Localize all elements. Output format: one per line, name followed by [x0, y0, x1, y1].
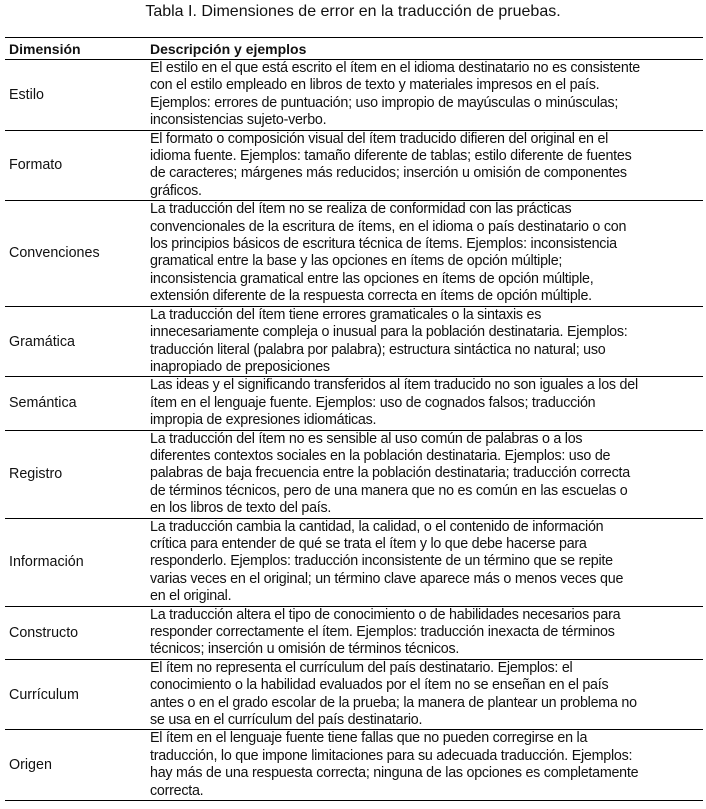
description-line: traducción literal (palabra por palabra); estructura sintáctica no natural; uso [150, 341, 606, 358]
description-cell [150, 518, 703, 606]
description-cell [150, 201, 703, 306]
table-row [5, 518, 703, 606]
dimension-cell: Información [9, 554, 84, 571]
description-line: responderlo. Ejemplos: traducción inconsistente de un término que se repite [150, 553, 613, 570]
description-line: La traducción del ítem tiene errores gramaticales o la sintaxis es [150, 306, 542, 323]
description-line: extensión diferente de la respuesta correcta en ítems de opción múltiple. [150, 288, 592, 305]
description-cell [150, 659, 703, 730]
table-header-row [5, 38, 703, 60]
table-row [5, 377, 703, 430]
table-row [5, 306, 703, 377]
dimension-cell: Currículum [9, 686, 79, 703]
description-cell [150, 377, 703, 430]
description-cell [150, 606, 703, 659]
description-cell [150, 130, 703, 201]
dimension-cell: Formato [9, 157, 63, 174]
description-line: los principios básicos de escritura técnica de ítems. Ejemplos: inconsistencia [150, 236, 617, 253]
dimension-cell: Registro [9, 466, 63, 483]
description-line: conocimiento o la habilidad evaluados por el ítem no se enseñan en el país [150, 677, 609, 694]
description-line: Ejemplos: errores de puntuación; uso impropio de mayúsculas o minúsculas; [150, 94, 619, 111]
description-cell [150, 430, 703, 518]
description-line: diferentes contextos sociales en la población destinataria. Ejemplos: uso de [150, 447, 611, 464]
description-line: inapropiado de preposiciones [150, 358, 330, 375]
table-row [5, 606, 703, 659]
description-line: palabras de baja frecuencia entre la población destinataria; traducción correcta [150, 465, 630, 482]
description-line: en los libros de texto del país. [150, 500, 332, 517]
description-line: La traducción altera el tipo de conocimiento o de habilidades necesarios para [150, 606, 621, 623]
description-line: La traducción del ítem no se realiza de conformidad con las prácticas [150, 201, 572, 218]
table-row [5, 430, 703, 518]
description-line: correcta. [150, 782, 204, 799]
description-cell [150, 730, 703, 801]
description-line: gramatical entre la base y las opciones en ítems de opción múltiple; [150, 253, 563, 270]
dimension-cell: Estilo [9, 86, 44, 103]
description-line: La traducción del ítem no es sensible al uso común de palabras o a los [150, 430, 583, 447]
dimension-cell: Constructo [9, 624, 79, 641]
description-line: en el original. [150, 588, 232, 605]
description-line: de caracteres; márgenes más reducidos; inserción u omisión de componentes [150, 165, 627, 182]
description-line: antes o en el grado escolar de la prueba; la manera de plantear un problema no [150, 694, 637, 711]
dimension-cell: Origen [9, 757, 52, 774]
description-line: El ítem en el lenguaje fuente tiene fallas que no pueden corregirse en la [150, 730, 588, 747]
dimension-cell: Semántica [9, 395, 77, 412]
description-line: impropia de expresiones idiomáticas. [150, 412, 377, 429]
error-dimensions-table [5, 37, 703, 801]
description-line: La traducción cambia la cantidad, la calidad, o el contenido de información [150, 518, 604, 535]
description-cell [150, 60, 703, 131]
description-line: Las ideas y el significando transferidos al ítem traducido no son iguales a los del [150, 377, 638, 394]
description-line: crítica para entender de qué se trata el ítem y lo que debe hacerse para [150, 535, 587, 552]
description-line: traducción, lo que impone limitaciones para su adecuada traducción. Ejemplos: [150, 747, 633, 764]
table-row [5, 201, 703, 306]
description-line: inconsistencia gramatical entre las opciones en ítems de opción múltiple, [150, 270, 594, 287]
table-row [5, 60, 703, 131]
description-line: responder correctamente el ítem. Ejemplos: traducción inexacta de términos [150, 624, 615, 640]
description-line: hay más de una respuesta correcta; ninguna de las opciones es completamente [150, 765, 639, 782]
dimension-cell: Convenciones [9, 245, 100, 262]
description-line: innecesariamente compleja o inusual para la población destinataria. Ejemplos: [150, 324, 628, 341]
description-line: varias veces en el original; un término clave aparece más o menos veces que [150, 570, 624, 587]
description-line: de términos técnicos, pero de una manera que no es común en las escuelas o [150, 482, 628, 499]
header-description: Descripción y ejemplos [150, 40, 307, 57]
description-line: convencionales de la escritura de ítems, en el idioma o país destinatario o con [150, 218, 627, 235]
table-row [5, 659, 703, 730]
table-caption: Tabla I. Dimensiones de error en la traducción de pruebas. [145, 3, 561, 20]
table-body [5, 60, 703, 801]
description-line: técnicos; inserción u omisión de términos técnicos. [150, 641, 460, 658]
header-dimension: Dimensión [9, 40, 81, 57]
table-row [5, 130, 703, 201]
description-line: El estilo en el que está escrito el ítem en el idioma destinatario no es consistente [150, 60, 641, 76]
description-line: gráficos. [150, 182, 202, 199]
description-line: inconsistencias sujeto-verbo. [150, 112, 327, 129]
dimension-cell: Gramática [9, 333, 75, 350]
description-cell [150, 306, 703, 377]
description-line: idioma fuente. Ejemplos: tamaño diferente de tablas; estilo diferente de fuentes [150, 148, 632, 165]
description-line: se usa en el currículum del país destinatario. [150, 712, 423, 729]
description-line: ítem en el lenguaje fuente. Ejemplos: uso de cognados falsos; traducción [150, 394, 596, 411]
table-row [5, 730, 703, 801]
description-line: con el estilo empleado en libros de texto y materiales impresos en el país. [150, 77, 600, 94]
description-line: El formato o composición visual del ítem traducido difieren del original en el [150, 130, 609, 147]
description-line: El ítem no representa el currículum del país destinatario. Ejemplos: el [150, 659, 573, 676]
